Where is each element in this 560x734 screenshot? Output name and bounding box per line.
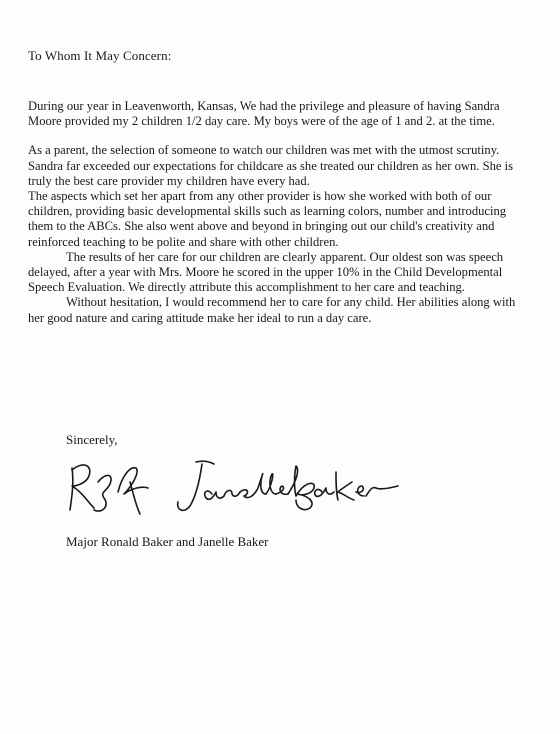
letter-body (28, 99, 534, 326)
paragraph-aspects: The aspects which set her apart from any other provider is how she worked with both of our children, providing basic developmental skills such as learning colors, number and introducing them to the ABCs. She also went above and beyond in bringing out our child's creativity and reinforced teaching to be polite and share with other children. (28, 189, 507, 249)
salutation: To Whom It May Concern: (28, 48, 172, 63)
paragraph-scrutiny: As a parent, the selection of someone to watch our children was met with the utmost scrutiny. Sandra far exceeded our expectations for childcare as she treated our children as her own. She is truly the best care provider my children have every had. (28, 143, 514, 188)
handwritten-signature (60, 452, 410, 524)
signer-name: Major Ronald Baker and Janelle Baker (66, 534, 269, 549)
closing: Sincerely, (66, 432, 118, 447)
paragraph-intro: During our year in Leavenworth, Kansas, We had the privilege and pleasure of having Sandra Moore provided my 2 children 1/2 day care. My boys were of the age of 1 and 2. at the time. (28, 99, 500, 129)
paragraph-recommendation: Without hesitation, I would recommend her to care for any child. Her abilities along with her good nature and caring attitude make her ideal to run a day care. (28, 295, 516, 325)
paragraph-results: The results of her care for our children are clearly apparent. Our oldest son was speech delayed, after a year with Mrs. Moore he scored in the upper 10% in the Child Developmental Speech Evaluation. We directly attribute this accomplishment to her care and teaching. (28, 249, 504, 295)
